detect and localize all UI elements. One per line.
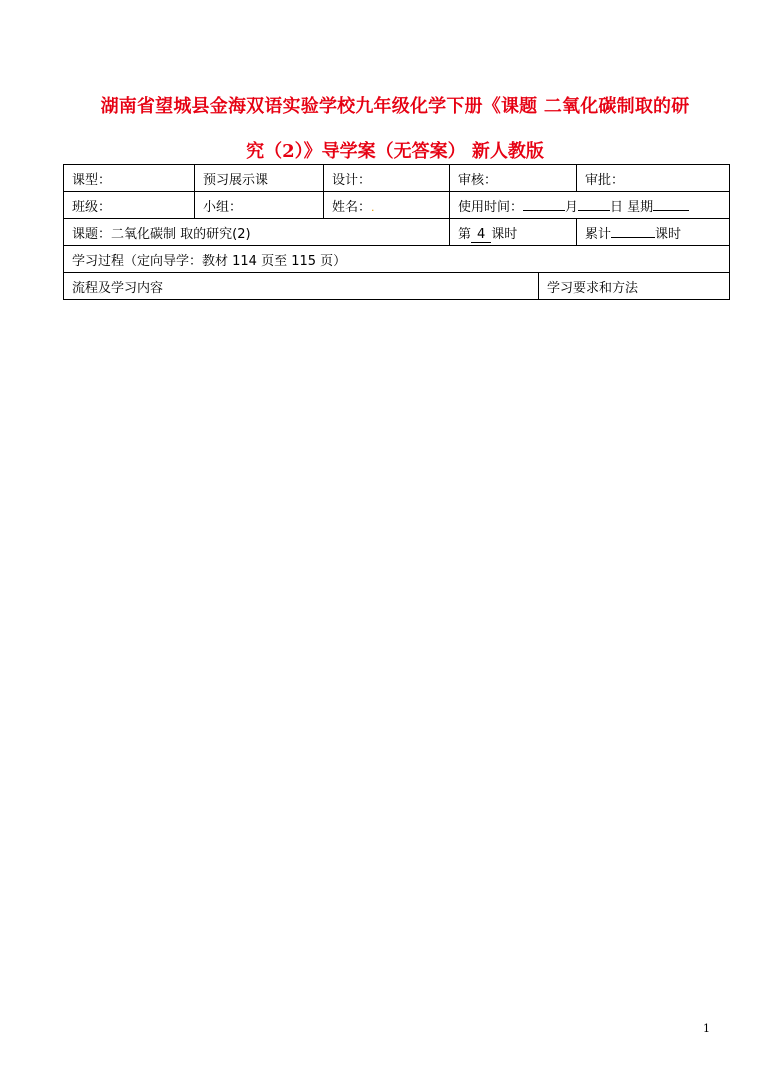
day-label: 日 星期 [610,199,654,215]
lesson-type-label: 课型： [64,165,195,192]
name-field[interactable] [324,192,450,219]
date-label: 使用时间： [458,199,524,215]
month-blank[interactable] [523,198,565,211]
period-value: 4 [471,227,491,243]
process-cell: 学习过程（定向导学：教材 114 页至 115 页） [64,246,730,273]
review-field[interactable]: 审核： [450,165,577,192]
document-title [60,84,730,174]
table-row [64,219,730,246]
table-row [64,273,730,300]
approve-field[interactable]: 审批： [577,165,730,192]
table-row [64,192,730,219]
design-field[interactable]: 设计： [324,165,450,192]
table-row [64,246,730,273]
class-field[interactable]: 班级： [64,192,195,219]
total-suffix: 课时 [655,226,682,242]
title-line-2: 究（2）》导学案（无答案） 新人教版 [246,141,544,162]
table-row [64,165,730,192]
method-header: 学习要求和方法 [539,273,730,300]
total-prefix: 累计 [585,226,612,242]
topic-cell: 课题：二氧化碳制 取的研究(2) [64,219,450,246]
page-number: 1 [703,1022,710,1035]
lesson-type-value: 预习展示课 [195,165,324,192]
period-suffix: 课时 [491,226,518,242]
title-line-1: 湖南省望城县金海双语实验学校九年级化学下册《课题 二氧化碳制取的研 [100,96,690,117]
month-label: 月 [565,199,579,215]
total-cell[interactable] [577,219,730,246]
weekday-blank[interactable] [653,198,689,211]
date-field[interactable] [450,192,730,219]
period-cell [450,219,577,246]
flow-header: 流程及学习内容 [64,273,539,300]
day-blank[interactable] [578,198,610,211]
lesson-info-table [63,164,730,300]
name-label: 姓名： [332,199,372,215]
period-prefix: 第 [458,226,472,242]
mark-dot: . [371,200,375,214]
total-blank[interactable] [611,225,655,238]
group-field[interactable]: 小组： [195,192,324,219]
